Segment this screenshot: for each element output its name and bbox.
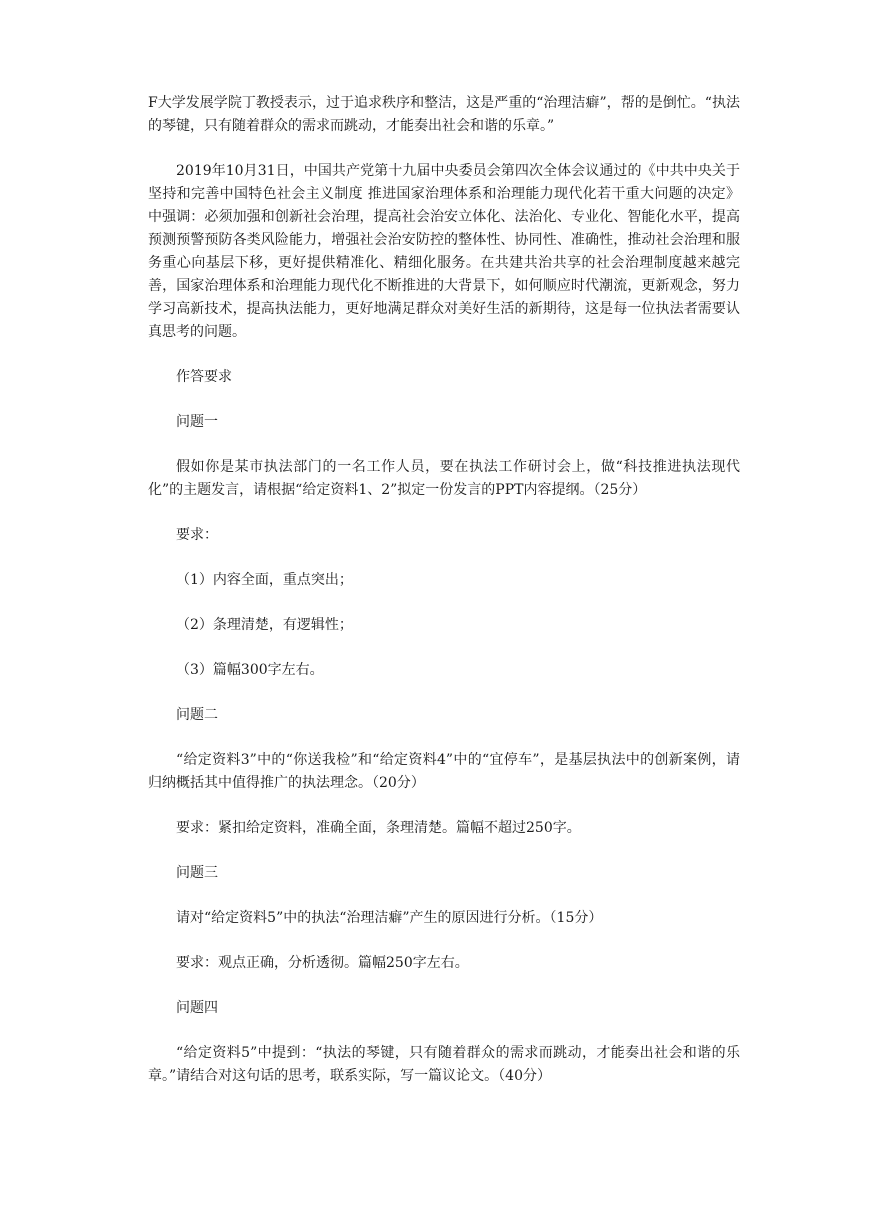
question-1-requirement-2: （2）条理清楚，有逻辑性； [176,617,353,633]
question-1-text: 假如你是某市执法部门的一名工作人员，要在执法工作研讨会上，做“科技推进执法现代化”的主题发言，请根据“给定资料1、2”拟定一份发言的PPT内容提纲。（25分） [148,459,740,498]
question-3-text: 请对“给定资料5”中的执法“治理洁癖”产生的原因进行分析。（15分） [176,910,603,926]
question-4-text: “给定资料5”中提到：“执法的琴键，只有随着群众的需求而跳动，才能奏出社会和谐的乐章。”请结合对这句话的思考，联系实际，写一篇议论文。（40分） [148,1045,740,1084]
question-2-heading: 问题二 [176,707,218,723]
question-3-heading: 问题三 [176,865,218,881]
question-1-requirements-label: 要求： [176,527,218,543]
question-4-heading: 问题四 [176,1000,218,1016]
question-1-requirement-1: （1）内容全面，重点突出； [176,572,353,588]
question-2-requirements: 要求：紧扣给定资料，准确全面，条理清楚。篇幅不超过250字。 [176,820,581,836]
question-1-heading: 问题一 [176,414,218,430]
paragraph-quote: F大学发展学院丁教授表示，过于追求秩序和整洁，这是严重的“治理洁癖”，帮的是倒忙。“执法的琴键，只有随着群众的需求而跳动，才能奏出社会和谐的乐章。” [148,95,740,134]
paragraph-background: 2019年10月31日，中国共产党第十九届中央委员会第四次全体会议通过的《中共中央关于坚持和完善中国特色社会主义制度 推进国家治理体系和治理能力现代化若干重大问题的决定》中强调：必须加强和创新社会治理，提高社会治安立体化、法治化、专业化、智能化水平，提高预测预警预防各类风险能力，增强社会治安防控的整体性、协同性、准确性，推动社会治理和服务重心向基层下移，更好提供精准化、精细化服务。在共建共治共享的社会治理制度越来越完善，国家治理体系和治理能力现代化不断推进的大背景下，如何顺应时代潮流，更新观念，努力学习高新技术，提高执法能力，更好地满足群众对美好生活的新期待，这是每一位执法者需要认真思考的问题。 [148,163,740,340]
question-1-requirement-3: （3）篇幅300字左右。 [176,662,324,678]
question-2-text: “给定资料3”中的“你送我检”和“给定资料4”中的“宜停车”，是基层执法中的创新案例，请归纳概括其中值得推广的执法理念。（20分） [148,752,740,791]
document-body [148,92,740,1088]
section-heading-requirements: 作答要求 [176,369,232,385]
question-3-requirements: 要求：观点正确，分析透彻。篇幅250字左右。 [176,955,469,971]
